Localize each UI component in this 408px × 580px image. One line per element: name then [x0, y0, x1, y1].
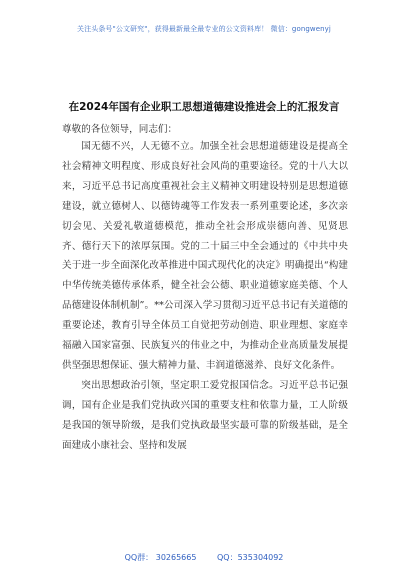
header-note: 关注头条号"公文研究"，获得最新最全最专业的公文资料库！ 微信：gongwenyj [77, 25, 331, 33]
footer-qq-group: QQ群： 30265665 [124, 553, 197, 562]
footer [0, 552, 408, 563]
paragraph-1: 国无德不兴，人无德不立。加强全社会思想道德建设是提高全社会精神文明程度、形成良好社会风尚的重要途径。党的十八大以来，习近平总书记高度重视社会主义精神文明建设特别是思想道德建设，就立德树人、以德铸魂等工作发表一系列重要论述，多次亲切会见、关爱礼敬道德模范，推动全社会形成崇德向善、见贤思齐、德行天下的浓厚氛围。党的二十届三中全会通过的《中共中央关于进一步全面深化改革推进中国式现代化的决定》明确提出“构建中华传统美德传承体系，健全社会公德、职业道德家庭美德、个人品德建设体制机制”。**公司深入学习贯彻习近平总书记有关道德的重要论述，教育引导全体员工自觉把劳动创造、职业理想、家庭幸福融入国家富强、民族复兴的伟业之中，为推动企业高质量发展提供坚强思想保证、强大精神力量、丰润道德滋养、良好文化条件。 [62, 141, 348, 371]
footer-qq-contact: QQ：535304092 [217, 553, 284, 562]
page-title: 在2024年国有企业职工思想道德建设推进会上的汇报发言 [68, 101, 340, 113]
document-body [62, 137, 348, 456]
paragraph-2: 突出思想政治引领，坚定职工爱党报国信念。习近平总书记强调，国有企业是我们党执政兴国的重要支柱和依靠力量，工人阶级是我国的领导阶级，是我们党执政最坚实最可靠的阶级基础，是全面建成小康社会、坚持和发展 [62, 379, 348, 451]
salutation: 尊敬的各位领导，同志们： [62, 124, 178, 135]
